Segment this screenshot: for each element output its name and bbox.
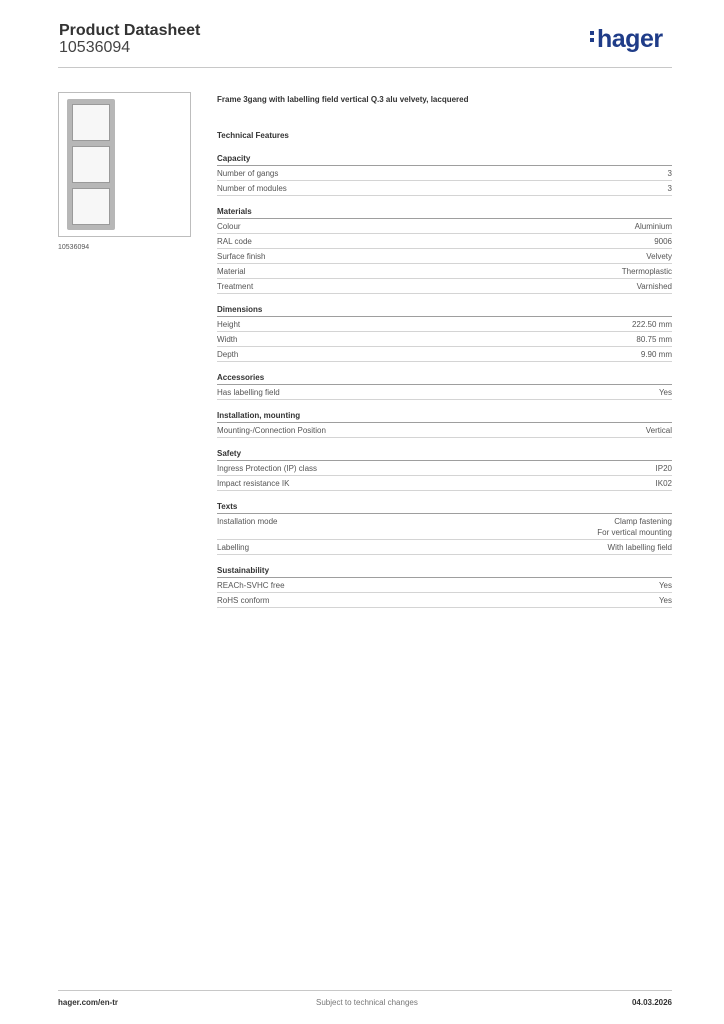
feature-value-line: Clamp fastening — [614, 517, 672, 526]
feature-value — [668, 168, 672, 179]
section-title: Installation, mounting — [217, 411, 672, 423]
feature-value — [654, 236, 672, 247]
feature-section — [217, 305, 672, 362]
feature-value-line: 9006 — [654, 237, 672, 246]
footer-date: 04.03.2026 — [631, 998, 672, 1007]
footer-website-link[interactable]: hager.com/en-tr — [58, 998, 119, 1007]
feature-value-line: Aluminium — [634, 222, 672, 231]
feature-row — [217, 264, 672, 279]
feature-section — [217, 154, 672, 196]
feature-row — [217, 317, 672, 332]
technical-features-title: Technical Features — [217, 131, 289, 140]
feature-row — [217, 514, 672, 540]
feature-value — [659, 595, 672, 606]
feature-value-line: IP20 — [655, 464, 672, 473]
feature-section — [217, 502, 672, 555]
feature-value-line: Thermoplastic — [621, 267, 672, 276]
feature-label: REACh-SVHC free — [217, 581, 285, 590]
feature-value-line: Yes — [658, 388, 672, 397]
feature-row — [217, 385, 672, 400]
logo-dots-icon — [590, 28, 595, 45]
product-number: 10536094 — [59, 39, 131, 56]
feature-value — [632, 319, 672, 330]
footer-divider — [58, 990, 672, 991]
feature-row — [217, 540, 672, 555]
feature-value-line: Vertical — [645, 426, 672, 435]
feature-row — [217, 249, 672, 264]
hager-logo[interactable] — [590, 25, 663, 54]
feature-row — [217, 578, 672, 593]
footer-notice: Subject to technical changes — [316, 998, 418, 1007]
feature-row — [217, 279, 672, 294]
feature-row — [217, 219, 672, 234]
section-title: Sustainability — [217, 566, 672, 578]
feature-value — [656, 478, 672, 489]
section-title: Capacity — [217, 154, 672, 166]
section-title: Dimensions — [217, 305, 672, 317]
feature-row — [217, 593, 672, 608]
frame-3gang-icon — [67, 99, 115, 230]
feature-label: Treatment — [217, 282, 254, 291]
feature-row — [217, 166, 672, 181]
feature-value — [608, 542, 672, 553]
feature-label: Labelling — [217, 543, 250, 552]
feature-value-line: IK02 — [655, 479, 672, 488]
feature-section — [217, 411, 672, 438]
product-image — [58, 92, 191, 237]
feature-value-line: 80.75 mm — [636, 335, 672, 344]
feature-value-line: Velvety — [646, 252, 672, 261]
feature-section — [217, 566, 672, 608]
feature-label: Material — [217, 267, 246, 276]
image-caption: 10536094 — [58, 244, 90, 251]
feature-section — [217, 207, 672, 294]
feature-value — [646, 425, 672, 436]
feature-value-line: 3 — [667, 169, 672, 178]
logo-text: hager — [597, 25, 663, 53]
feature-value-line: With labelling field — [607, 543, 672, 552]
product-description: Frame 3gang with labelling field vertical Q.3 alu velvety, lacquered — [217, 95, 469, 104]
feature-value-line: Yes — [658, 581, 672, 590]
feature-value — [659, 580, 672, 591]
feature-value — [636, 334, 672, 345]
feature-value — [656, 463, 672, 474]
feature-label: Surface finish — [217, 252, 266, 261]
feature-value-line: Varnished — [636, 282, 672, 291]
feature-section — [217, 373, 672, 400]
feature-value — [622, 266, 672, 277]
feature-label: RoHS conform — [217, 596, 270, 605]
feature-value-line: Yes — [658, 596, 672, 605]
feature-value — [659, 387, 672, 398]
feature-label: Installation mode — [217, 517, 278, 526]
feature-value — [646, 251, 672, 262]
header-title: Product Datasheet — [59, 22, 201, 39]
feature-label: Depth — [217, 350, 239, 359]
feature-value — [635, 221, 672, 232]
feature-label: Number of gangs — [217, 169, 279, 178]
feature-label: Number of modules — [217, 184, 287, 193]
feature-value — [668, 183, 672, 194]
section-title: Accessories — [217, 373, 672, 385]
feature-value-line: For vertical mounting — [597, 528, 672, 537]
feature-row — [217, 461, 672, 476]
features-content — [217, 95, 672, 619]
feature-label: Width — [217, 335, 238, 344]
feature-value — [641, 349, 672, 360]
section-title: Texts — [217, 502, 672, 514]
feature-value-line: 9.90 mm — [640, 350, 672, 359]
feature-row — [217, 234, 672, 249]
feature-row — [217, 423, 672, 438]
feature-value — [637, 281, 672, 292]
feature-label: RAL code — [217, 237, 252, 246]
feature-row — [217, 476, 672, 491]
feature-section — [217, 449, 672, 491]
feature-value-line: 222.50 mm — [631, 320, 672, 329]
feature-label: Impact resistance IK — [217, 479, 290, 488]
feature-label: Colour — [217, 222, 241, 231]
feature-value — [597, 516, 672, 538]
section-title: Safety — [217, 449, 672, 461]
feature-row — [217, 181, 672, 196]
feature-row — [217, 332, 672, 347]
feature-value-line: 3 — [667, 184, 672, 193]
feature-label: Height — [217, 320, 241, 329]
feature-label: Ingress Protection (IP) class — [217, 464, 318, 473]
feature-sections — [217, 154, 672, 608]
section-title: Materials — [217, 207, 672, 219]
feature-label: Has labelling field — [217, 388, 280, 397]
feature-row — [217, 347, 672, 362]
feature-label: Mounting-/Connection Position — [217, 426, 326, 435]
header-divider — [58, 67, 672, 68]
